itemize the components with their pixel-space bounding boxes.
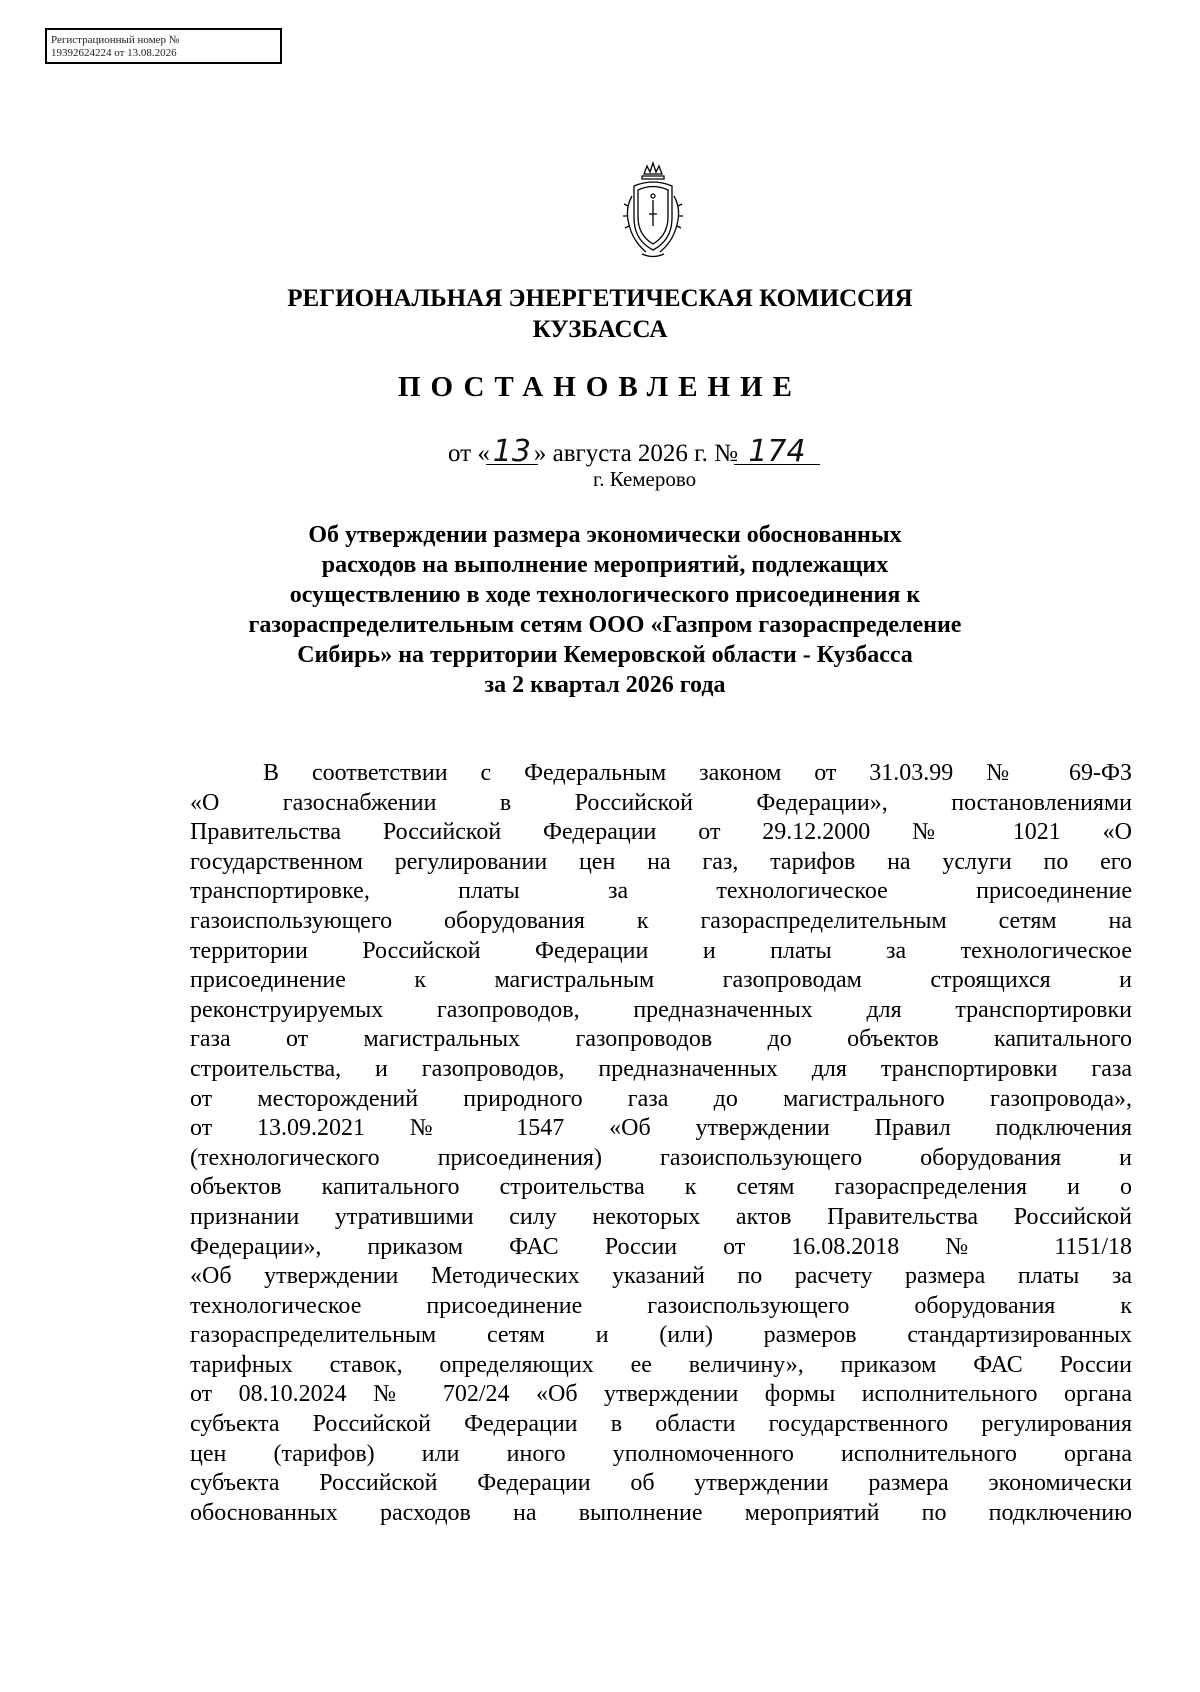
date-prefix: от «: [448, 440, 490, 467]
subject-line: газораспределительным сетям ООО «Газпром газораспределение: [248, 612, 962, 638]
subject-line: расходов на выполнение мероприятий, подлежащих: [321, 552, 889, 578]
body-line: цен (тарифов) или иного уполномоченного исполнительного органа: [190, 1440, 1132, 1467]
body-line: обоснованных расходов на выполнение мероприятий по подключению: [190, 1499, 1132, 1526]
subject-line: за 2 квартал 2026 года: [484, 672, 726, 698]
body-line: Федерации», приказом ФАС России от 16.08.2018 № 1151/18: [190, 1233, 1132, 1260]
document-subject: [170, 520, 1040, 700]
body-line: транспортировке, платы за технологическое присоединение: [190, 878, 1132, 905]
registration-stamp: [45, 28, 282, 64]
organization-name-line1: РЕГИОНАЛЬНАЯ ЭНЕРГЕТИЧЕСКАЯ КОМИССИЯ: [287, 285, 913, 312]
body-line: реконструируемых газопроводов, предназначенных для транспортировки: [190, 996, 1132, 1023]
body-line: субъекта Российской Федерации в области государственного регулирования: [190, 1411, 1132, 1438]
body-line: «О газоснабжении в Российской Федерации», постановлениями: [190, 789, 1132, 816]
document-number: 174: [738, 434, 816, 469]
body-line: признании утратившими силу некоторых актов Правительства Российской: [190, 1203, 1132, 1230]
registration-number: 19392624224 от 13.08.2026: [51, 47, 177, 59]
subject-line: осуществлению в ходе технологического присоединения к: [289, 582, 921, 608]
city: г. Кемерово: [593, 467, 697, 491]
body-line: присоединение к магистральным газопроводам строящихся и: [190, 967, 1132, 994]
organization-name-line2: КУЗБАССА: [532, 316, 668, 343]
subject-line: Сибирь» на территории Кемеровской области - Кузбасса: [297, 642, 913, 668]
body-line: от месторождений природного газа до магистрального газопровода»,: [190, 1085, 1132, 1112]
coat-of-arms-icon: [620, 160, 686, 260]
registration-label: Регистрационный номер №: [51, 34, 180, 46]
date-line: [448, 434, 816, 469]
body-line: газораспределительным сетям и (или) размеров стандартизированных: [190, 1322, 1132, 1349]
body-line: территории Российской Федерации и платы за технологическое: [190, 937, 1132, 964]
body-line: газоиспользующего оборудования к газораспределительным сетям на: [190, 907, 1132, 934]
body-line: государственном регулировании цен на газ, тарифов на услуги по его: [190, 848, 1132, 875]
date-day: 13: [490, 434, 534, 469]
body-line: строительства, и газопроводов, предназначенных для транспортировки газа: [190, 1055, 1132, 1082]
body-line: от 08.10.2024 № 702/24 «Об утверждении формы исполнительного органа: [190, 1381, 1132, 1408]
body-line: от 13.09.2021 № 1547 «Об утверждении Правил подключения: [190, 1115, 1132, 1142]
document-type: ПОСТАНОВЛЕНИЕ: [397, 371, 802, 403]
body-text: [190, 759, 1132, 1528]
body-line: (технологического присоединения) газоиспользующего оборудования и: [190, 1144, 1132, 1171]
body-line: В соответствии с Федеральным законом от 31.03.99 № 69-ФЗ: [263, 760, 1132, 786]
date-month-year: » августа 2026 г. №: [533, 440, 738, 467]
body-line: субъекта Российской Федерации об утверждении размера экономически: [190, 1470, 1132, 1497]
subject-line: Об утверждении размера экономически обоснованных: [308, 522, 902, 548]
body-line: технологическое присоединение газоиспользующего оборудования к: [190, 1292, 1132, 1319]
body-line: тарифных ставок, определяющих ее величину», приказом ФАС России: [190, 1351, 1132, 1378]
body-line: газа от магистральных газопроводов до объектов капитального: [190, 1026, 1132, 1053]
body-line: «Об утверждении Методических указаний по расчету размера платы за: [190, 1263, 1132, 1290]
body-line: Правительства Российской Федерации от 29.12.2000 № 1021 «О: [190, 819, 1132, 846]
body-line: объектов капитального строительства к сетям газораспределения и о: [190, 1174, 1132, 1201]
